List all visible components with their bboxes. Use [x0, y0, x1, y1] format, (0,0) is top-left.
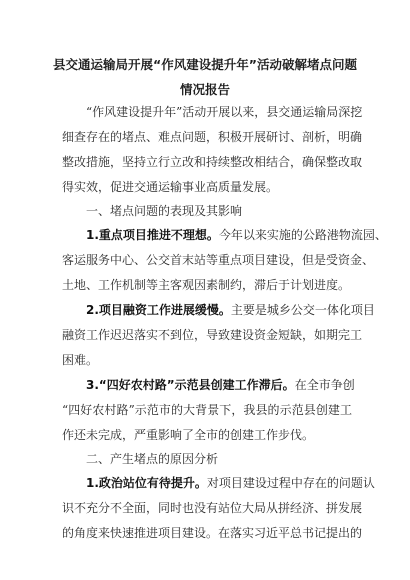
item4-first-line: [86, 475, 375, 491]
item2-text-2: 融资工作迟迟落实不到位，导致建设资金短缺，如期完工: [62, 328, 363, 342]
item3-text-2: “四好农村路”示范市的大背景下，我县的示范县创建工: [62, 403, 352, 417]
document-title-line2: 情况报告: [179, 82, 230, 97]
section1-heading: 一、堵点问题的表现及其影响: [86, 204, 243, 218]
item4-text-3: 的角度来快速推进项目建设。在落实习近平总书记提出的: [62, 526, 363, 540]
document-title-line1: 县交通运输局开展“作风建设提升年”活动破解堵点问题: [53, 57, 357, 72]
item2-first-line: [86, 302, 375, 318]
item3-text-1: 在全市争创: [294, 378, 355, 392]
item3-text-3: 作还未完成，严重影响了全市的创建工作步伐。: [62, 428, 315, 442]
item2-text-3: 困难。: [62, 353, 99, 367]
item2-text-1: 主要是城乡公交一体化项目: [230, 303, 375, 317]
intro-line-4: 得实效，促进交通运输事业高质量发展。: [62, 180, 279, 194]
item3-first-line: [86, 377, 355, 393]
item1-heading: 1.重点项目推进不理想。: [86, 228, 219, 242]
item4-heading: 1.政治站位有待提升。: [86, 476, 207, 490]
section2-heading: 二、产生堵点的原因分析: [86, 452, 219, 466]
intro-line-1: “作风建设提升年”活动开展以来，县交通运输局深挖: [86, 105, 363, 119]
item4-text-1: 对项目建设过程中存在的问题认: [206, 476, 375, 490]
intro-line-2: 细查存在的堵点、难点问题，积极开展研讨、剖析，明确: [62, 130, 363, 144]
item1-first-line: [86, 227, 387, 243]
intro-line-3: 整改措施，坚持立行立改和持续整改相结合，确保整改取: [62, 155, 363, 169]
item1-text-2: 客运服务中心、公交首末站等重点项目建设，但是受资金、: [62, 253, 375, 267]
item4-text-2: 识不充分不全面，同时也没有站位大局从拼经济、拼发展: [62, 501, 363, 515]
item1-text-3: 土地、工作机制等主客观因素制约，滞后于计划进度。: [62, 278, 351, 292]
item2-heading: 2.项目融资工作进展缓慢。: [86, 303, 231, 317]
item1-text-1: 今年以来实施的公路港物流园、: [218, 228, 387, 242]
item3-heading: 3.“四好农村路”示范县创建工作滞后。: [86, 378, 295, 392]
